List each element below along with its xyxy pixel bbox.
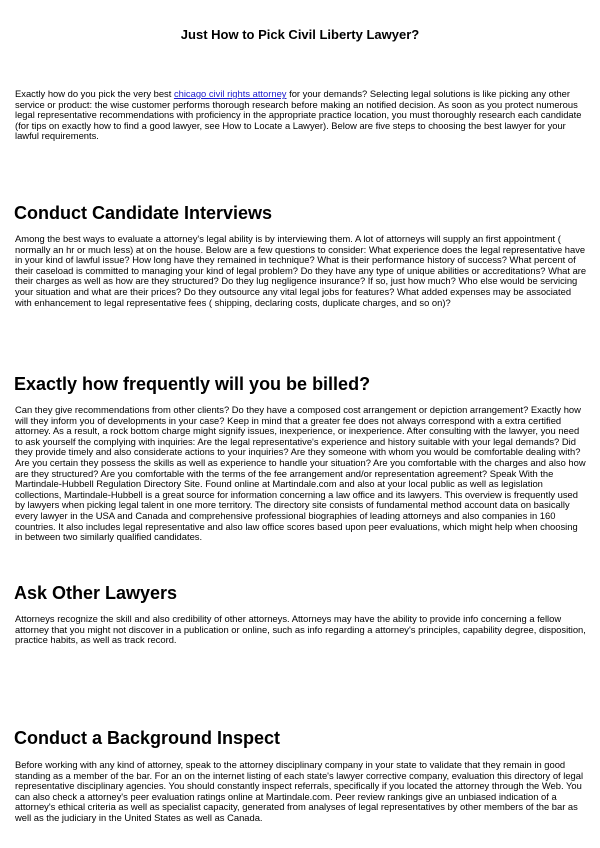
section-heading-ask-other-lawyers: Ask Other Lawyers <box>14 583 178 603</box>
section-heading-billing-frequency: Exactly how frequently will you be billed? <box>14 374 371 394</box>
section-body-candidate-interviews: Among the best ways to evaluate a attorney's legal ability is by interviewing them. A lot of attorneys will supply an first appointment ( normally an hr or much less) at on the house. Below are a few questions to consider: What experience does the legal representative have in your kind of lawful issue? How long have they remained in technique? What is their performance history of success? What percent of their caseload is committed to managing your kind of legal problem? Do they have any type of unique abilities or accreditations? What are their charges as well as how are they structured? Do they lug negligence insurance? If so, just how much? Who else would be servicing your situation and what are their prices? Do they outsource any vital legal jobs for features? What added expenses may be associated with enhancement to legal representative fees ( shipping, declaring costs, duplicate charges, and so on)? <box>15 233 587 308</box>
section-heading-candidate-interviews: Conduct Candidate Interviews <box>14 203 273 223</box>
section-body-billing-frequency: Can they give recommendations from other clients? Do they have a composed cost arrangement or depiction arrangement? Exactly how will they inform you of developments in your case? Keep in mind that a greater fee does not always correspond with a extra certified attorney. As a result, a rock bottom charge might signify issues, inexperience, or inexperience. After consulting with the lawyer, you need to ask yourself the complying with inquiries: Are the legal representative's experience and history suitable with your legal demands? Did they provide timely and also considerate actions to your inquiries? Are they someone with whom you would be comfortable dealing with? Are you certain they possess the skills as well as experience to handle your situation? Are you comfortable with the charges and also how are they structured? Are you comfortable with the terms of the fee arrangement and/or representation agreement? Speak With the Martindale-Hubbell Regulation Directory Site. Found online at Martindale.com and also at your local public as well as legislation collections, Martindale-Hubbell is a great source for information concerning a law office and its lawyers. This overview is frequently used by lawyers when picking legal talent in one more territory. The directory site consists of fundamental method account data on basically every lawyer in the USA and Canada and comprehensive professional biographies of leading attorneys and also companies in 160 countries. It also includes legal representative and also law office scores based upon peer evaluations, which might help when choosing in between two similarly qualified candidates. <box>15 404 586 543</box>
document-title: Just How to Pick Civil Liberty Lawyer? <box>180 27 420 42</box>
intro-text-after-link: for your demands? Selecting legal solutions is like picking any other service or product: the wise customer performs thorough research before making an notified decision. As soon as you protect numerous legal representative recommendations with proficiency in the appropriate practice location, you must thoroughly research each candidate (for tips on exactly how to find a good lawyer, see How to Locate a Lawyer). Below are five steps to choosing the best lawyer for your lawful requirements. <box>15 88 582 142</box>
section-heading-background-check: Conduct a Background Inspect <box>14 728 281 748</box>
chicago-civil-rights-attorney-link[interactable]: chicago civil rights attorney <box>173 88 287 99</box>
section-body-background-check: Before working with any kind of attorney, speak to the attorney disciplinary company in your state to validate that they remain in good standing as a member of the bar. For an on the internet listing of each state's lawyer corrective company, evaluation this directory of legal representative disciplinary agencies. You should constantly inspect referrals, specifically if you located the attorney through the Web. You can also check a attorney's peer evaluation ratings online at Martindale.com. Peer review rankings give an unbiased indication of a attorney's ethical criteria as well as specialist capacity, generated from analyses of legal representatives by other members of the bar as well as the judiciary in the United States as well as Canada. <box>15 759 584 823</box>
intro-text-before-link: Exactly how do you pick the very best <box>15 88 174 99</box>
section-body-ask-other-lawyers: Attorneys recognize the skill and also credibility of other attorneys. Attorneys may have the ability to provide info concerning a fellow attorney that you might not discover in a publication or online, such as info regarding a attorney's principles, capability degree, disposition, practice habits, as well as track record. <box>15 613 586 646</box>
intro-paragraph <box>15 89 587 142</box>
